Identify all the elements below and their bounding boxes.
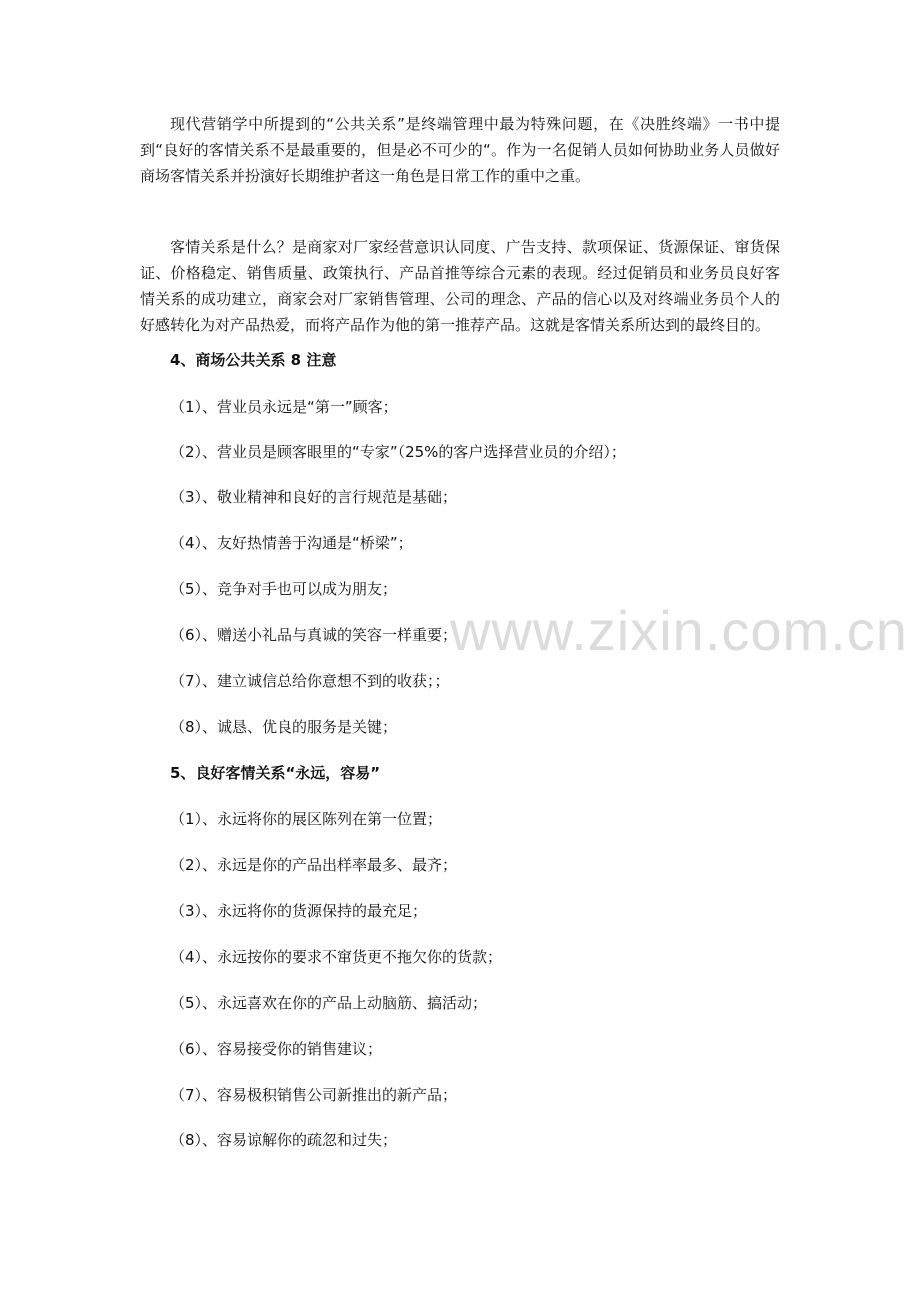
section-4-item-7: （7）、建立诚信总给你意想不到的收获；； xyxy=(170,672,450,690)
section-5-item-4: （4）、永远按你的要求不窜货更不拖欠你的货款； xyxy=(170,948,503,966)
section-4-item-1: （1）、营业员永远是“第一”顾客； xyxy=(170,398,398,416)
section-5-item-5: （5）、永远喜欢在你的产品上动脑筋、搞活动； xyxy=(170,994,488,1012)
section-4-item-3: （3）、敬业精神和良好的言行规范是基础； xyxy=(170,488,458,506)
section-4-heading: 4、商场公共关系 8 注意 xyxy=(170,351,337,369)
section-5-item-7: （7）、容易极积销售公司新推出的新产品； xyxy=(170,1086,458,1104)
section-5-heading: 5、良好客情关系“永远，容易” xyxy=(170,764,381,782)
section-4-item-2: （2）、营业员是顾客眼里的“专家”（25%的客户选择营业员的介绍）； xyxy=(170,443,626,461)
intro-paragraph-2: 客情关系是什么？是商家对厂家经营意识认同度、广告支持、款项保证、货源保证、窜货保证、价格稳定、销售质量、政策执行、产品首推等综合元素的表现。经过促销员和业务员良好客情关系的成功建立，商家会对厂家销售管理、公司的理念、产品的信心以及对终端业务员个人的好感转化为对产品热爱，而将产品作为他的第一推荐产品。这就是客情关系所达到的最终目的。 xyxy=(140,238,780,334)
section-4-item-6: （6）、赠送小礼品与真诚的笑容一样重要； xyxy=(170,626,458,644)
section-4-item-8: （8）、诚恳、优良的服务是关键； xyxy=(170,718,398,736)
intro-paragraph-1: 现代营销学中所提到的“公共关系”是终端管理中最为特殊问题，在《决胜终端》一书中提到“良好的客情关系不是最重要的，但是必不可少的“。作为一名促销人员如何协助业务人员做好商场客情关系并扮演好长期维护者这一角色是日常工作的重中之重。 xyxy=(140,115,780,185)
section-4-item-4: （4）、友好热情善于沟通是“桥梁”； xyxy=(170,534,413,552)
section-5-item-3: （3）、永远将你的货源保持的最充足； xyxy=(170,902,428,920)
watermark: www.zixin.com.cn xyxy=(450,599,908,662)
section-5-item-8: （8）、容易谅解你的疏忽和过失； xyxy=(170,1131,398,1149)
section-5-item-2: （2）、永远是你的产品出样率最多、最齐； xyxy=(170,856,458,874)
section-5-item-6: （6）、容易接受你的销售建议； xyxy=(170,1040,383,1058)
section-5-item-1: （1）、永远将你的展区陈列在第一位置； xyxy=(170,810,443,828)
section-4-item-5: （5）、竞争对手也可以成为朋友； xyxy=(170,580,398,598)
